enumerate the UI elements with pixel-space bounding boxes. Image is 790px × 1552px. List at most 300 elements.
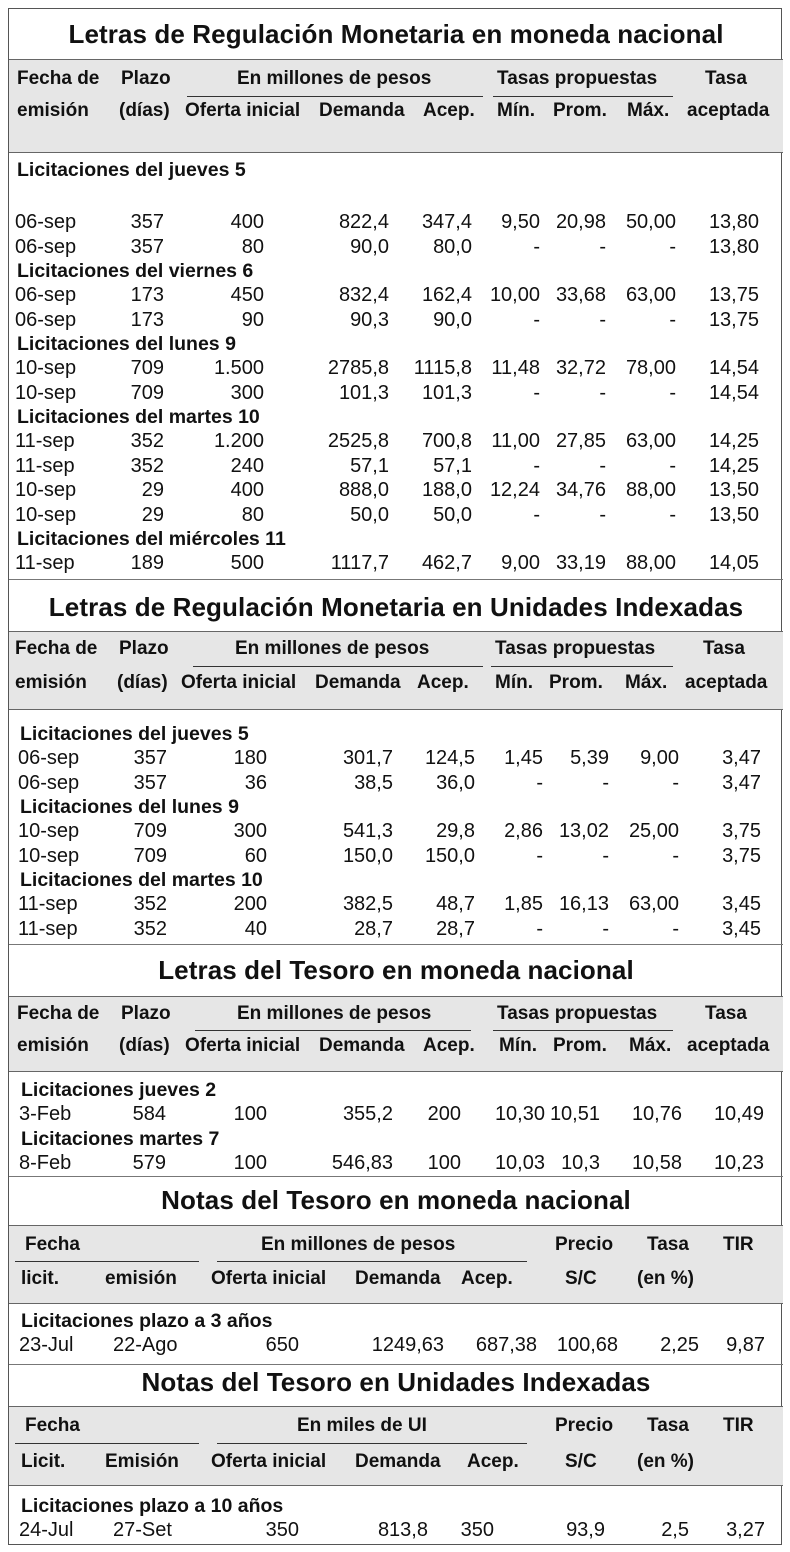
table-cell: 888,0 [338,479,389,501]
table-row [9,309,783,334]
table-cell: 2,25 [660,1334,699,1356]
table-cell: - [669,235,676,258]
table-cell: 06-sep [15,308,77,331]
table-row [9,455,783,480]
table-cell: 3,45 [722,917,761,940]
col-oferta: Oferta inicial [185,100,301,121]
table-cell: - [599,308,606,331]
table-cell: 10-sep [18,820,80,842]
col-oferta: Oferta inicial [185,1035,301,1056]
table-cell: 60 [244,844,267,867]
col-licit: Licit. [21,1451,66,1472]
table-cell: 1117,7 [330,552,389,574]
table-cell: 709 [130,381,164,404]
table-cell: 3,75 [722,820,761,842]
table-cell: 90,0 [433,308,472,331]
table-cell: 22-Ago [113,1334,178,1356]
col-demanda: Demanda [315,672,401,693]
table-title: Notas del Tesoro en Unidades Indexadas [141,1367,651,1397]
table-cell: 579 [132,1151,166,1174]
table-cell: 36 [244,771,267,794]
table-cell: 2,86 [504,820,543,842]
table-cell: - [669,503,676,526]
col-demanda: Demanda [355,1268,441,1289]
col-precio: Precio [555,1415,614,1436]
table-header [9,996,783,1072]
table-cell: 150,0 [342,844,393,867]
table-cell: 10-sep [15,381,77,404]
table-cell: - [669,308,676,331]
table-header [9,1225,783,1304]
table-cell: - [672,844,679,867]
table-cell: 162,4 [421,284,472,306]
table-cell: 352 [130,430,164,452]
table-cell: 13,75 [708,284,759,306]
table-cell: 500 [230,552,264,574]
table-cell: - [536,917,543,940]
table-cell: 29 [141,503,164,526]
table-cell: 100 [427,1151,461,1174]
table-cell: 832,4 [338,284,389,306]
divider [9,1364,783,1365]
table-cell: 14,54 [708,357,759,379]
table-cell: 63,00 [625,284,676,306]
table-cell: 14,25 [708,454,759,477]
table-cell: 101,3 [421,381,472,404]
group-rule [217,1261,527,1262]
table-cell: 822,4 [338,211,389,233]
table-cell: 10,00 [489,284,540,306]
table-cell: 357 [133,771,167,794]
table-cell: 1249,63 [371,1334,444,1356]
table-cell: 3,47 [722,771,761,794]
table-cell: - [672,771,679,794]
table-row [9,845,783,870]
table-cell: 06-sep [15,235,77,258]
table-cell: 9,87 [726,1334,765,1356]
table-cell: 700,8 [421,430,472,452]
table-row [9,820,783,845]
table-row [9,430,783,455]
col-aceptada: aceptada [687,1035,770,1056]
table-cell: 20,98 [555,211,606,233]
table-cell: 240 [230,454,264,477]
table-cell: - [669,381,676,404]
table-cell: - [599,503,606,526]
table-cell: 462,7 [421,552,472,574]
table-cell: 5,39 [570,747,609,769]
table-cell: 100 [233,1103,267,1125]
table-row [9,747,783,772]
table-cell: 709 [133,844,167,867]
table-cell: 1,85 [504,893,543,915]
table-cell: 11-sep [18,893,78,915]
table-cell: 06-sep [15,284,77,306]
table-row [9,552,783,577]
table-cell: 3,45 [722,893,761,915]
table-cell: 13,80 [708,211,759,233]
table-cell: 06-sep [18,747,80,769]
table-cell: 188,0 [421,479,472,501]
col-demanda: Demanda [319,100,405,121]
col-tir: TIR [723,1234,754,1255]
group-rule [195,1030,471,1031]
group-rule [217,1443,527,1444]
group-rule [187,96,483,97]
table-cell: - [602,844,609,867]
table-cell: 13,02 [558,820,609,842]
section-label: Licitaciones jueves 2 [21,1079,217,1101]
group-rule [493,1030,673,1031]
table-cell: 357 [133,747,167,769]
table-cell: 687,38 [475,1334,537,1356]
table-cell: 32,72 [555,357,606,379]
table-cell: 06-sep [15,211,77,233]
table-cell: 2785,8 [327,357,389,379]
table-cell: 352 [133,893,167,915]
table-cell: 28,7 [436,917,475,940]
table-cell: 300 [230,381,264,404]
table-cell: 50,0 [433,503,472,526]
table-cell: - [602,917,609,940]
table-cell: 12,24 [489,479,540,501]
table-cell: 28,7 [354,917,393,940]
divider [9,1176,783,1177]
table-cell: 93,9 [566,1519,605,1541]
table-cell: 11-sep [15,430,75,452]
table-cell: 150,0 [424,844,475,867]
col-fecha: Fecha [25,1415,80,1436]
table-cell: 10,3 [561,1151,600,1174]
table-cell: 347,4 [421,211,472,233]
table-cell: 06-sep [18,771,80,794]
col-aceptada: aceptada [685,672,768,693]
table-cell: 11,00 [491,430,540,452]
table-cell: 29,8 [436,820,475,842]
table-cell: 200 [233,893,267,915]
group-rule [491,666,673,667]
table-cell: - [533,235,540,258]
table-cell: 14,05 [708,552,759,574]
col-max: Máx. [625,672,668,693]
col-en-pct: (en %) [637,1268,694,1289]
table-cell: 13,50 [708,503,759,526]
col-licit: licit. [21,1268,60,1289]
table-cell: 14,54 [708,381,759,404]
col-group-millones: En millones de pesos [237,1003,432,1024]
bulletin-frame [8,8,782,1545]
col-plazo: Plazo [121,68,171,89]
table-cell: 3,27 [726,1519,765,1541]
col-fecha: Fecha [25,1234,80,1255]
table-cell: 34,76 [555,479,606,501]
section-label: Licitaciones del martes 10 [17,406,260,428]
table-cell: 382,5 [342,893,393,915]
section-label: Licitaciones del viernes 6 [17,260,254,282]
group-rule [493,96,673,97]
table-cell: 10,58 [631,1151,682,1174]
table-cell: 10-sep [15,479,77,501]
col-dias: (días) [119,1035,170,1056]
table-cell: 10,30 [494,1103,545,1125]
col-plazo: Plazo [121,1003,171,1024]
table-cell: 173 [130,308,164,331]
table-cell: 57,1 [350,454,389,477]
table-cell: 63,00 [625,430,676,452]
table-cell: 10,23 [713,1151,764,1174]
table-cell: 11-sep [18,917,78,940]
table-cell: 88,00 [625,552,676,574]
col-oferta: Oferta inicial [211,1451,327,1472]
table-cell: - [599,235,606,258]
table-row [9,772,783,797]
col-min: Mín. [499,1035,537,1056]
table-cell: - [672,917,679,940]
col-fecha: Fecha de [17,1003,100,1024]
col-oferta: Oferta inicial [211,1268,327,1289]
divider [9,579,783,580]
col-group-tasas: Tasas propuestas [495,638,656,659]
table-cell: 180 [233,747,267,769]
table-cell: 11,48 [491,357,540,379]
table-cell: 13,50 [708,479,759,501]
col-tasa: Tasa [705,1003,747,1024]
table-cell: 90,0 [350,235,389,258]
table-cell: 1115,8 [413,357,472,379]
table-cell: 27,85 [555,430,606,452]
col-emision: Emisión [105,1451,179,1472]
table-cell: 2525,8 [327,430,389,452]
table-cell: 709 [133,820,167,842]
table-cell: 57,1 [433,454,472,477]
col-prom: Prom. [553,1035,607,1056]
table-row [9,504,783,529]
col-group-millones: En miles de UI [297,1415,427,1436]
table-cell: 3-Feb [19,1103,72,1125]
table-cell: 300 [233,820,267,842]
table-cell: 709 [130,357,164,379]
table-cell: 9,00 [640,747,679,769]
table-cell: 24-Jul [19,1519,74,1541]
table-cell: 88,00 [625,479,676,501]
table-row [9,236,783,261]
col-demanda: Demanda [319,1035,405,1056]
table-cell: 357 [130,211,164,233]
table-cell: 584 [132,1103,166,1125]
section-label: Licitaciones del jueves 5 [17,159,246,181]
table-cell: 80 [241,503,264,526]
table-cell: 400 [230,211,264,233]
table-header [9,631,783,710]
table-cell: 10-sep [15,357,77,379]
table-row [9,382,783,407]
table-cell: 100 [233,1151,267,1174]
table-row [9,1519,783,1544]
group-rule [193,666,483,667]
table-cell: - [533,308,540,331]
col-emision: emisión [15,672,87,693]
table-title: Letras del Tesoro en moneda nacional [158,955,634,985]
table-cell: 352 [130,454,164,477]
table-cell: 9,50 [501,211,540,233]
table-cell: 541,3 [342,820,393,842]
col-sc: S/C [565,1268,597,1289]
col-aceptada: aceptada [687,100,770,121]
col-emision: emisión [17,1035,89,1056]
table-cell: 3,75 [722,844,761,867]
col-demanda: Demanda [355,1451,441,1472]
col-tasa: Tasa [647,1234,689,1255]
table-cell: 11-sep [15,454,75,477]
table-cell: 173 [130,284,164,306]
table-cell: - [533,454,540,477]
section-label: Licitaciones del jueves 5 [20,723,249,745]
table-cell: - [533,503,540,526]
table-title: Letras de Regulación Monetaria en moneda nacional [68,19,724,49]
col-acep: Acep. [467,1451,519,1472]
col-tasa: Tasa [705,68,747,89]
col-group-tasas: Tasas propuestas [497,68,658,89]
col-fecha: Fecha de [17,68,100,89]
section-label: Licitaciones del martes 10 [20,869,263,891]
table-cell: 450 [230,284,264,306]
table-cell: - [536,771,543,794]
table-cell: 80,0 [433,235,472,258]
table-cell: 80 [241,235,264,258]
table-cell: 200 [427,1103,461,1125]
table-cell: 8-Feb [19,1151,72,1174]
table-cell: 352 [133,917,167,940]
col-acep: Acep. [461,1268,513,1289]
table-cell: 355,2 [342,1103,393,1125]
group-rule [15,1443,199,1444]
table-cell: 48,7 [436,893,475,915]
col-emision: emisión [17,100,89,121]
col-group-tasas: Tasas propuestas [497,1003,658,1024]
table-row [9,357,783,382]
col-acep: Acep. [423,1035,475,1056]
col-dias: (días) [119,100,170,121]
table-cell: 27-Set [113,1519,172,1541]
table-cell: 50,0 [350,503,389,526]
col-plazo: Plazo [119,638,169,659]
table-cell: 78,00 [625,357,676,379]
table-cell: 50,00 [625,211,676,233]
col-max: Máx. [627,100,670,121]
col-oferta: Oferta inicial [181,672,297,693]
group-rule [15,1261,199,1262]
table-header [9,1406,783,1486]
col-precio: Precio [555,1234,614,1255]
table-cell: 189 [130,552,164,574]
table-cell: 25,00 [628,820,679,842]
col-acep: Acep. [423,100,475,121]
col-min: Mín. [495,672,533,693]
col-tir: TIR [723,1415,754,1436]
table-cell: 650 [265,1334,299,1356]
table-cell: 10-sep [18,844,80,867]
col-acep: Acep. [417,672,469,693]
col-max: Máx. [629,1035,672,1056]
col-fecha: Fecha de [15,638,98,659]
table-cell: 357 [130,235,164,258]
table-cell: 90 [241,308,264,331]
table-cell: 100,68 [556,1334,618,1356]
table-cell: 9,00 [501,552,540,574]
table-cell: 90,3 [350,308,389,331]
table-header [9,59,783,153]
table-cell: 1,45 [504,747,543,769]
table-cell: 23-Jul [19,1334,74,1356]
section-label: Licitaciones del lunes 9 [20,796,239,818]
table-row [9,918,783,943]
section-label: Licitaciones del lunes 9 [17,333,236,355]
table-row [9,284,783,309]
table-row [9,1152,783,1177]
section-label: Licitaciones martes 7 [21,1127,220,1150]
table-cell: 400 [230,479,264,501]
divider [9,944,783,945]
col-tasa: Tasa [647,1415,689,1436]
col-group-millones: En millones de pesos [261,1234,456,1255]
table-row [9,893,783,918]
table-title: Notas del Tesoro en moneda nacional [161,1185,631,1215]
table-cell: - [602,771,609,794]
col-dias: (días) [117,672,168,693]
section-label: Licitaciones plazo a 3 años [21,1310,273,1332]
table-cell: 16,13 [558,893,609,915]
table-cell: 13,80 [708,235,759,258]
table-title: Letras de Regulación Monetaria en Unidades Indexadas [48,592,744,622]
table-cell: 813,8 [377,1519,428,1541]
table-cell: 13,75 [708,308,759,331]
section-label: Licitaciones plazo a 10 años [21,1495,284,1517]
table-cell: - [536,844,543,867]
col-prom: Prom. [553,100,607,121]
table-cell: - [599,381,606,404]
table-cell: 63,00 [628,893,679,915]
table-cell: 33,68 [555,284,606,306]
table-cell: 1.200 [213,430,264,452]
table-cell: 10-sep [15,503,77,526]
col-en-pct: (en %) [637,1451,694,1472]
table-cell: 10,03 [494,1151,545,1174]
table-row [9,211,783,236]
table-cell: 14,25 [708,430,759,452]
table-cell: 38,5 [354,771,393,794]
table-cell: 2,5 [661,1519,689,1541]
col-group-millones: En millones de pesos [237,68,432,89]
table-cell: 301,7 [342,747,393,769]
table-cell: 546,83 [331,1151,393,1174]
col-sc: S/C [565,1451,597,1472]
table-cell: 101,3 [338,381,389,404]
table-cell: 3,47 [722,747,761,769]
table-cell: 36,0 [436,771,475,794]
table-cell: 11-sep [15,552,75,574]
table-row [9,1334,783,1359]
col-min: Mín. [497,100,535,121]
section-label: Licitaciones del miércoles 11 [17,528,286,550]
col-emision: emisión [105,1268,177,1289]
table-cell: 350 [460,1519,494,1541]
table-cell: - [599,454,606,477]
table-cell: - [669,454,676,477]
table-cell: 10,49 [713,1103,764,1125]
table-cell: 350 [265,1519,299,1541]
col-prom: Prom. [549,672,603,693]
table-cell: 29 [141,479,164,501]
